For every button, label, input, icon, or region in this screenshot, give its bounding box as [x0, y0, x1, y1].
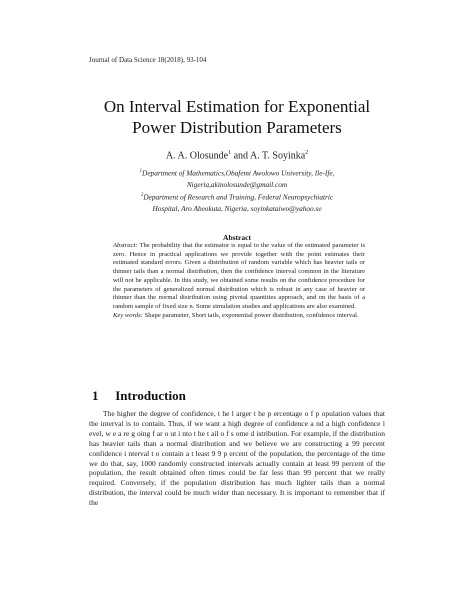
author-conjunction: and: [233, 150, 249, 162]
affiliation-2-superscript: 2: [140, 193, 144, 198]
keywords-text: Shape parameter, Short tails, exponential power distribution, confidence interval.: [144, 311, 359, 319]
abstract-heading: Abstract: [223, 233, 251, 242]
section-number: 1: [92, 388, 99, 403]
paper-title: [0, 96, 474, 138]
keywords-label: Key words:: [113, 311, 143, 319]
abstract-label: Abstract:: [113, 242, 138, 249]
abstract-text: The probability that the estimator is equal to the value of the estimated parameter is zero. Hence in practical applications we provide together with the point estimates their estimated standard errors. Given a distribution of random variable which has heavier tails or thinner tails than a normal distribution, then the confidence interval common in the literature will not be applicable. In this study, we obtained some results on the confidence procedure for the parameters of generalized normal distribution which is robust in any case of heavier or thinner than the normal distribution using pivotal quantities approach, and on the basis of a random sample of fixed size n. Some simulation studies and applications are also examined.: [113, 242, 366, 310]
abstract-body: [113, 242, 365, 320]
author-2: A. T. Soyinka: [249, 150, 306, 162]
affiliation-1-line-1: Department of Mathematics,Obafemi Awolowo University, Ile-Ife,: [142, 168, 335, 178]
title-line-1: On Interval Estimation for Exponential: [103, 97, 371, 116]
affiliation-2: [0, 190, 474, 214]
keywords: [113, 312, 365, 321]
author-1: A. A. Olosunde: [165, 150, 229, 162]
affiliation-2-line-2: Hospital, Aro Abeokuta, Nigeria, soyinkataiwo@yahoo.se: [152, 203, 322, 213]
affiliation-1-line-2: Nigeria,akinolosunde@gmail.com: [186, 179, 288, 189]
section-heading: [92, 388, 186, 404]
author-2-superscript: 2: [305, 150, 309, 156]
author-1-superscript: 1: [228, 150, 232, 156]
journal-citation: Journal of Data Science 18(2018), 93-104: [89, 56, 207, 64]
affiliation-1: [0, 166, 474, 190]
title-line-2: Power Distribution Parameters: [132, 118, 342, 137]
intro-paragraph: The higher the degree of confidence, t he l arger t he p ercentage o f p opulation values that the interval is to contain. Thus, if we want a high degree of confidence a nd a high confidence l evel, w e a re g oing f ar o ut i nto t he t ail o f s ome d istribution. For example, if the distribution has heavier tails than a normal distribution and we believe we are constructing a 99 percent confidence i nterval t o contain a t least 9 9 p ercent of the population, the percentage of the time we do that, say, 1000 randomly constructed intervals actually contain at least 99 percent of the population, the result obtained often times could be far less than 99 percent that we really required. Conversely, if the population distribution has much lighter tails than a normal distribution, the interval could be much wider than necessary. It is important to remember that if the: [89, 409, 385, 508]
affiliation-2-line-1: Department of Research and Training, Federal Neuropsychiatric: [143, 192, 334, 202]
affiliation-1-superscript: 1: [139, 169, 143, 174]
section-title: Introduction: [115, 388, 186, 403]
author-list: [0, 150, 474, 161]
